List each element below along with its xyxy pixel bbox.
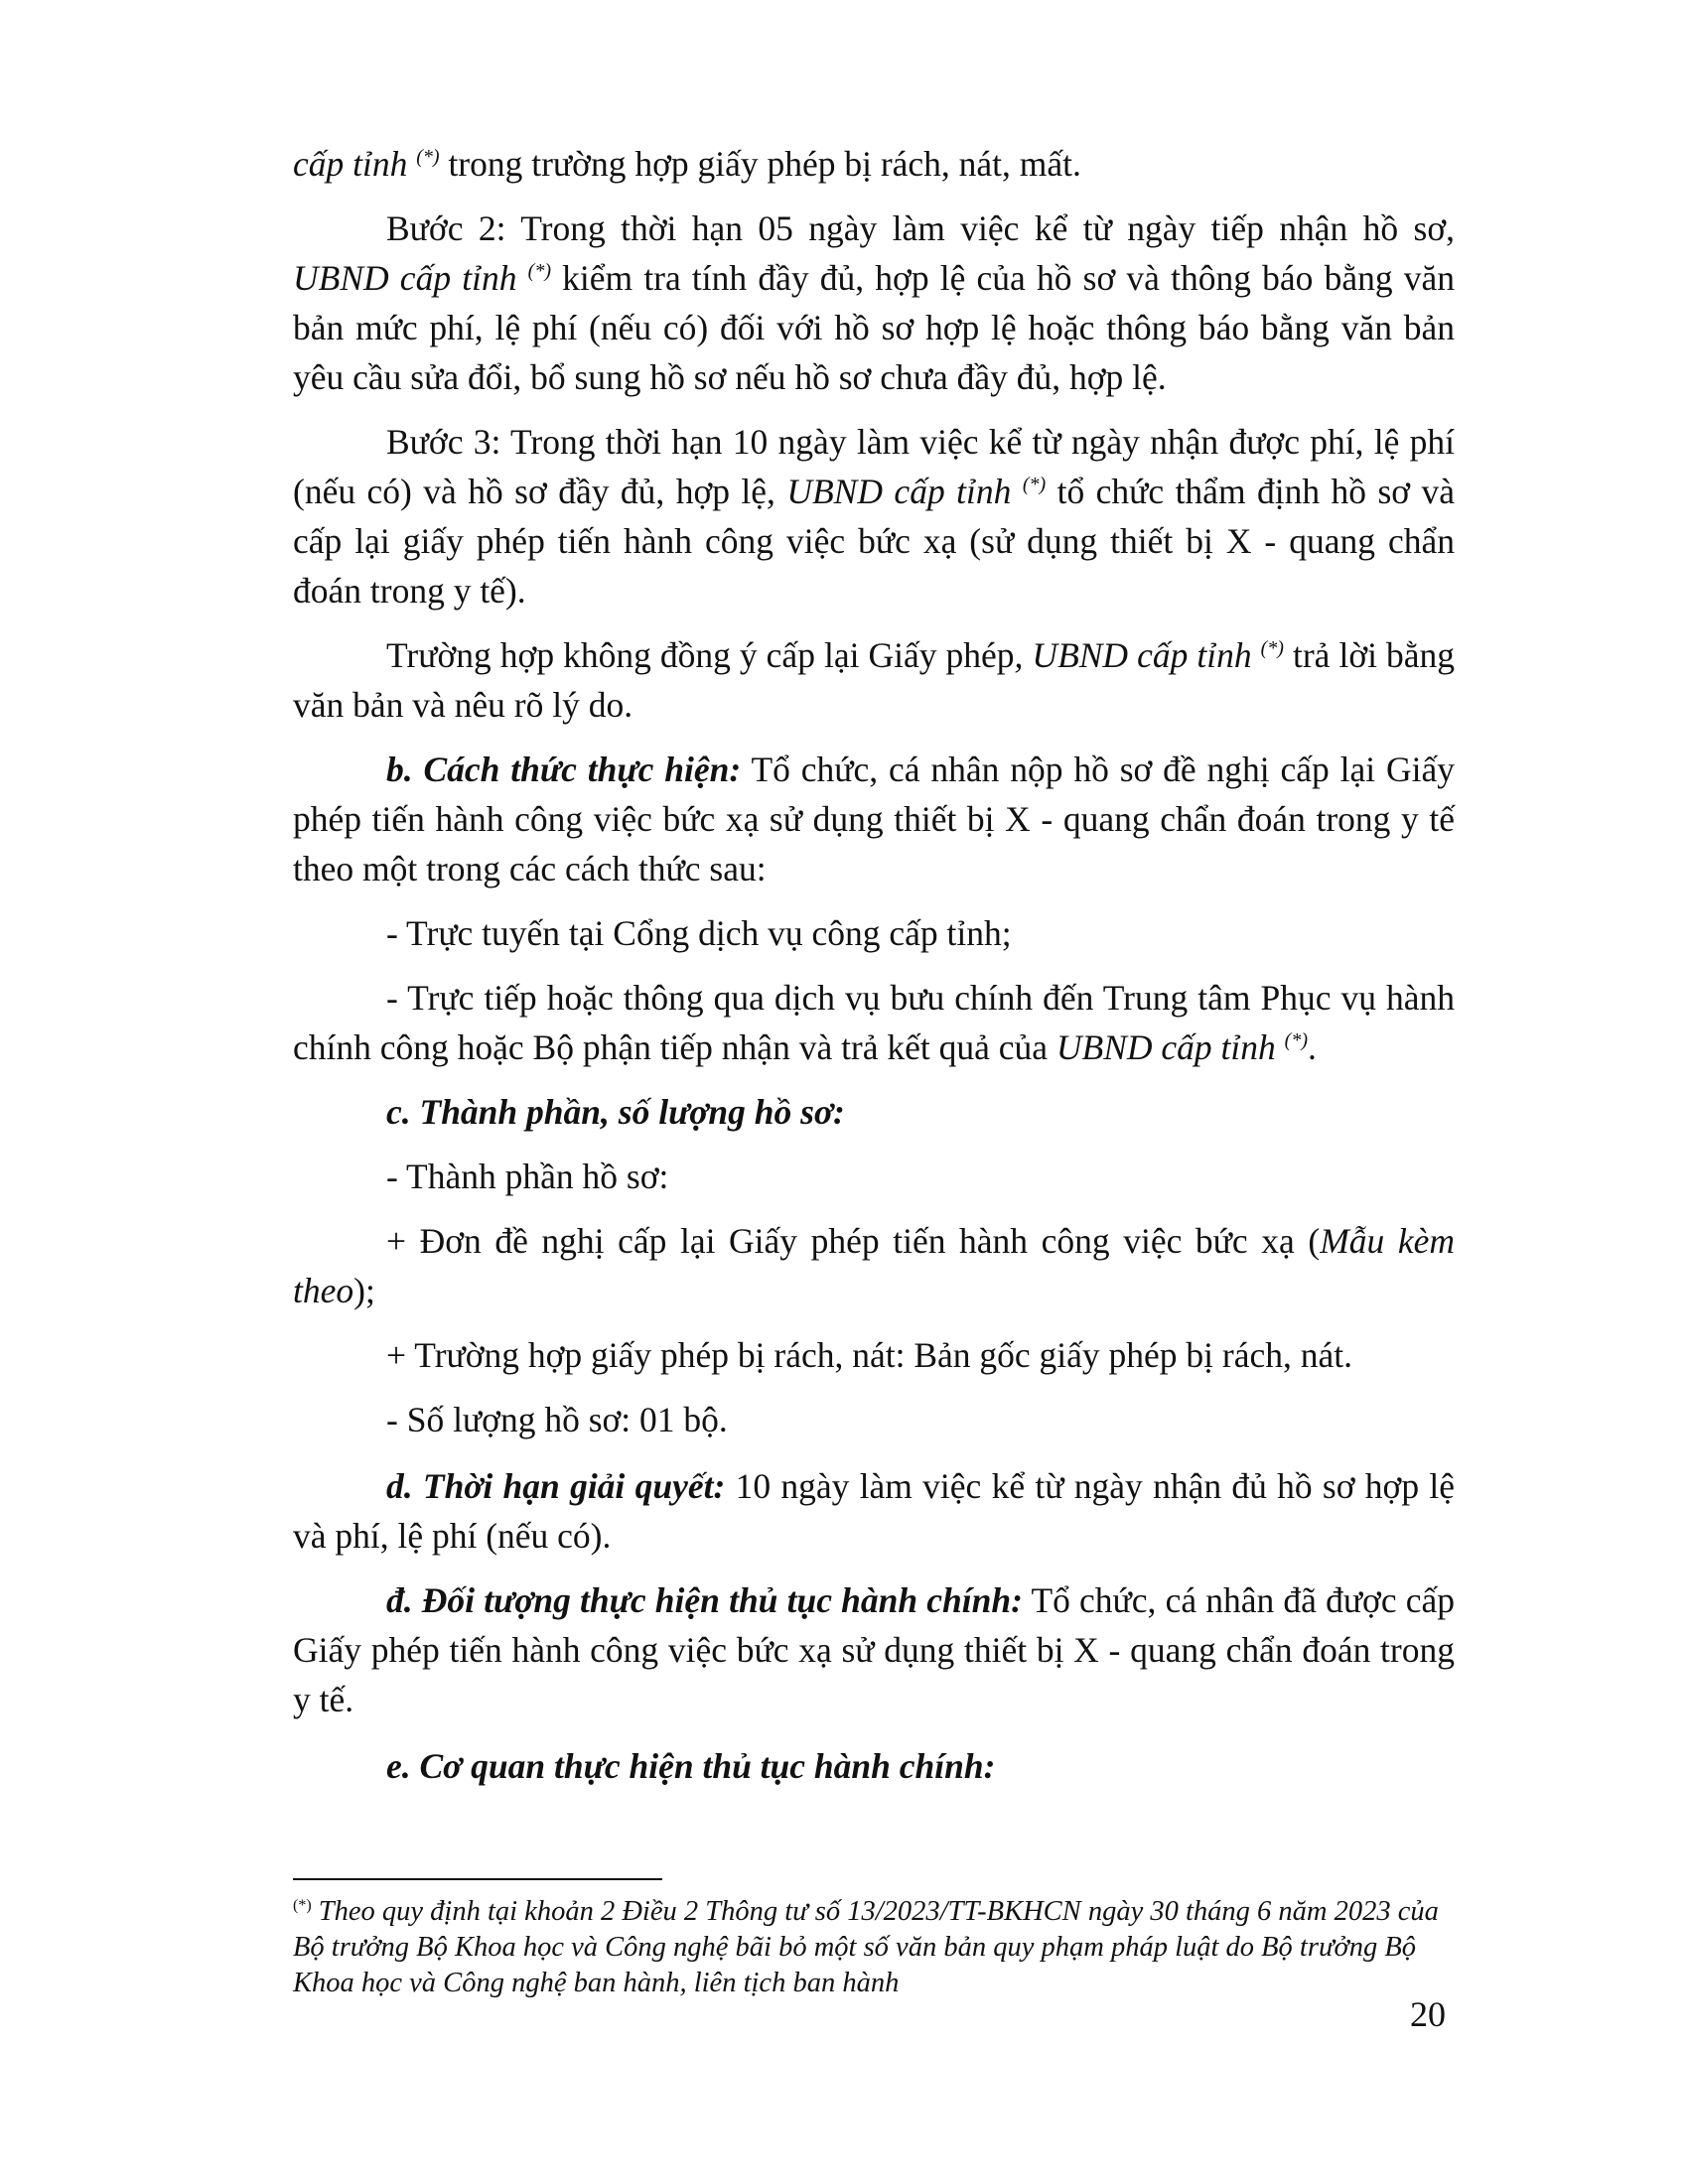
italic-authority: UBND cấp tỉnh	[1055, 1027, 1276, 1067]
section-heading-dd: đ. Đối tượng thực hiện thủ tục hành chính:	[386, 1580, 1023, 1620]
section-heading-c	[293, 1087, 1455, 1137]
italic-authority: UBND cấp tỉnh	[293, 258, 517, 298]
text-run: Bước 2: Trong thời hạn 05 ngày làm việc kể từ ngày tiếp nhận hồ sơ,	[386, 208, 1455, 248]
text-run: Tổ chức, cá nhân đã được cấp Giấy phép tiến hành công việc bức xạ sử dụng thiết bị X - quang chẩn đoán trong y tế.	[293, 1580, 1456, 1719]
text-run: - Trực tiếp hoặc thông qua dịch vụ bưu chính đến Trung tâm Phục vụ hành chính công hoặc Bộ phận tiếp nhận và trả kết quả của	[293, 978, 1455, 1067]
footnote-marker: (*)	[293, 1897, 312, 1914]
paragraph-deadline	[293, 1461, 1455, 1561]
text-run: Tổ chức, cá nhân nộp hồ sơ đề nghị cấp lại Giấy phép tiến hành công việc bức xạ sử dụng thiết bị X - quang chẩn đoán trong y tế theo một trong các cách thức sau:	[293, 750, 1456, 888]
page-number: 20	[1410, 1994, 1446, 2034]
text-run: 10 ngày làm việc kể từ ngày nhận đủ hồ sơ hợp lệ và phí, lệ phí (nếu có).	[293, 1466, 1455, 1556]
footnote-marker: (*)	[1022, 474, 1047, 495]
text-run: Bước 3: Trong thời hạn 10 ngày làm việc kể từ ngày nhận được phí, lệ phí (nếu có) và hồ sơ đầy đủ, hợp lệ,	[293, 422, 1455, 511]
footnote-marker: (*)	[1284, 1029, 1308, 1051]
list-item-application	[293, 1216, 1455, 1315]
footnote-marker: (*)	[1260, 637, 1284, 659]
footnote-text: Theo quy định tại khoản 2 Điều 2 Thông tư số 13/2023/TT-BKHCN ngày 30 tháng 6 năm 2023 của Bộ trưởng Bộ Khoa học và Công nghệ bãi bỏ một số văn bản quy phạm pháp luật do Bộ trưởng Bộ Khoa học và Công nghệ ban hành, liên tịch ban hành	[293, 1896, 1439, 1998]
list-item-online: - Trực tuyến tại Cổng dịch vụ công cấp tỉnh;	[386, 913, 1012, 953]
paragraph-method	[293, 745, 1455, 893]
section-heading-d: d. Thời hạn giải quyết:	[386, 1466, 726, 1506]
list-item-direct	[293, 973, 1455, 1072]
paragraph-step-3	[293, 417, 1455, 615]
footnote	[293, 1894, 1455, 2001]
text-run: );	[353, 1271, 375, 1310]
text-run: .	[1307, 1027, 1317, 1067]
footnote-marker: (*)	[527, 260, 551, 282]
text-run: + Đơn đề nghị cấp lại Giấy phép tiến hành công việc bức xạ (	[386, 1221, 1321, 1261]
list-item-original-license: + Trường hợp giấy phép bị rách, nát: Bản gốc giấy phép bị rách, nát.	[386, 1335, 1352, 1375]
section-heading-e	[293, 1741, 1455, 1791]
paragraph-subjects	[293, 1575, 1455, 1724]
italic-authority: cấp tỉnh	[293, 144, 408, 184]
text-run: Trường hợp không đồng ý cấp lại Giấy phép	[386, 635, 1015, 675]
footnote-marker: (*)	[416, 146, 440, 168]
paragraph-refusal	[293, 630, 1455, 730]
document-body	[293, 139, 1455, 1791]
paragraph-step-2	[293, 204, 1455, 402]
heading-text: c. Thành phần, số lượng hồ sơ:	[386, 1092, 845, 1132]
list-item-quantity: - Số lượng hồ sơ: 01 bộ.	[386, 1400, 728, 1439]
list-item-components: - Thành phần hồ sơ:	[386, 1157, 669, 1196]
text-run: kiểm tra tính đầy đủ, hợp lệ của hồ sơ và thông báo bằng văn bản mức phí, lệ phí (nếu có) đối với hồ sơ hợp lệ hoặc thông báo bằng văn bản yêu cầu sửa đổi, bổ sung hồ sơ nếu hồ sơ chưa đầy đủ, hợp lệ.	[293, 258, 1456, 397]
text-run: trong trường hợp giấy phép bị rách, nát, mất.	[439, 144, 1081, 184]
italic-authority: UBND cấp tỉnh	[786, 472, 1012, 511]
italic-authority: , UBND cấp tỉnh	[1014, 635, 1252, 675]
footnote-divider	[293, 1878, 662, 1880]
paragraph-continuation	[293, 139, 1455, 189]
text-run: trả lời bằng văn bản và nêu rõ lý do.	[293, 635, 1455, 725]
text-run: tổ chức thẩm định hồ sơ và cấp lại giấy phép tiến hành công việc bức xạ (sử dụng thiết bị X - quang chẩn đoán trong y tế).	[293, 472, 1456, 611]
italic-form-ref: Mẫu kèm theo	[293, 1221, 1455, 1310]
heading-text: e. Cơ quan thực hiện thủ tục hành chính:	[386, 1746, 996, 1786]
section-heading-b: b. Cách thức thực hiện:	[386, 750, 742, 789]
